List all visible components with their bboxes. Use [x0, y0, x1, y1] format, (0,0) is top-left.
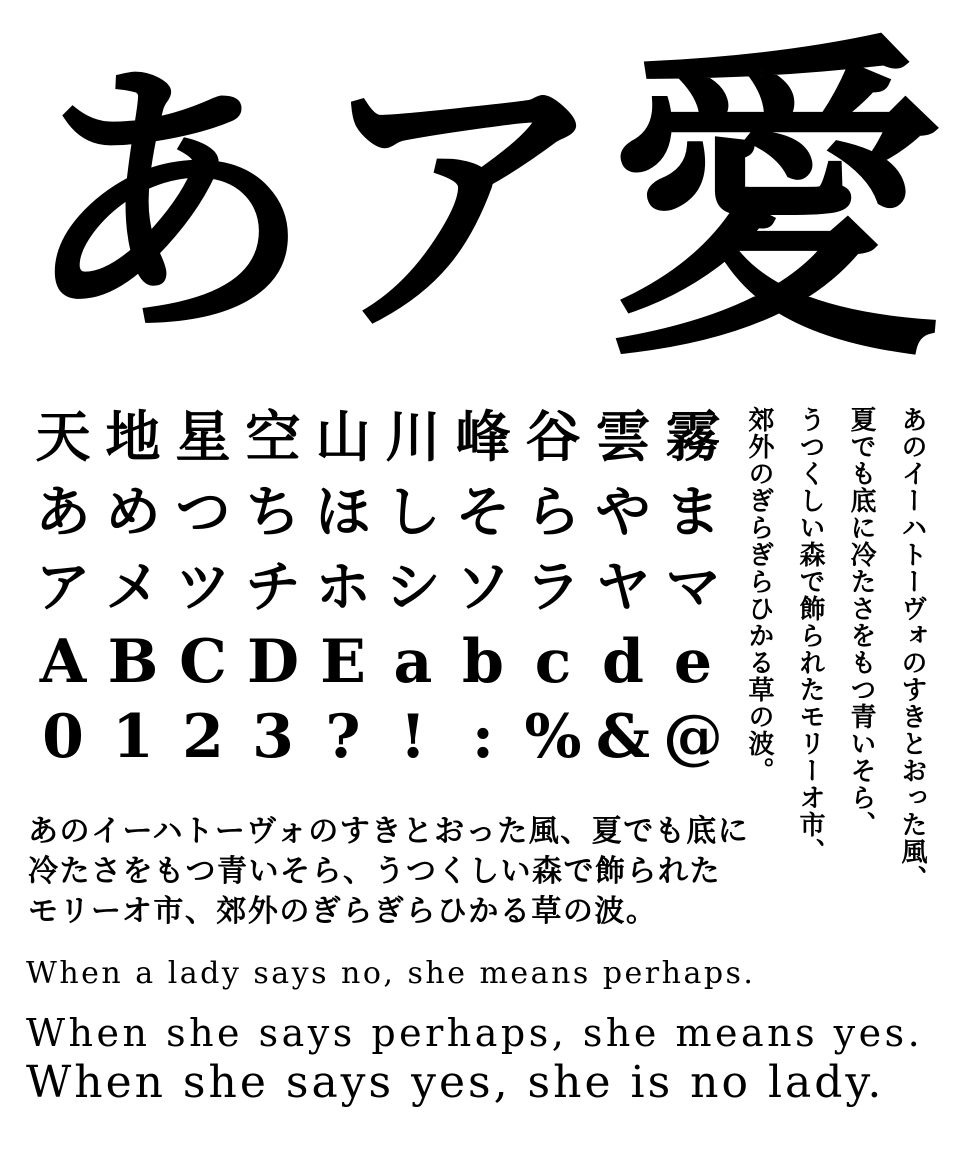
- vertical-text-column: あのイーハトーヴォのすきとおった風、: [897, 406, 927, 892]
- glyph-cell: &: [595, 702, 651, 772]
- glyph-cell: ち: [245, 480, 301, 544]
- glyph-cell: 峰: [455, 405, 511, 469]
- glyph-cell: 地: [105, 405, 161, 469]
- glyph-cell: e: [673, 627, 713, 697]
- glyph-cell: ほ: [315, 480, 371, 544]
- glyph-cell: 2: [182, 702, 224, 772]
- vertical-writing-sample: [733, 406, 937, 934]
- vertical-text-column: 郊外のぎらぎらひかる草の波。: [744, 406, 774, 784]
- glyph-cell: a: [393, 627, 433, 697]
- glyph-cell: つ: [175, 480, 231, 544]
- glyph-cell: 谷: [525, 405, 581, 469]
- grid-row-kanji: [28, 400, 728, 475]
- glyph-cell: 星: [175, 405, 231, 469]
- english-sample-small: When a lady says no, she means perhaps.: [26, 956, 756, 991]
- glyph-cell: @: [663, 702, 723, 772]
- display-char-kanji-ai: 愛: [606, 8, 944, 402]
- glyph-cell: 雲: [595, 405, 651, 469]
- glyph-cell: メ: [105, 555, 161, 619]
- glyph-grid: [28, 400, 728, 775]
- glyph-cell: 川: [385, 405, 441, 469]
- glyph-cell: b: [462, 627, 504, 697]
- horizontal-writing-sample: [28, 812, 748, 932]
- glyph-cell: チ: [245, 555, 301, 619]
- glyph-cell: あ: [35, 480, 91, 544]
- glyph-cell: 空: [245, 405, 301, 469]
- glyph-cell: ホ: [315, 555, 371, 619]
- glyph-cell: 1: [112, 702, 154, 772]
- glyph-cell: ?: [325, 702, 361, 772]
- glyph-cell: B: [107, 627, 159, 697]
- glyph-cell: め: [105, 480, 161, 544]
- glyph-cell: や: [595, 480, 651, 544]
- glyph-cell: E: [320, 627, 366, 697]
- glyph-cell: ヤ: [595, 555, 651, 619]
- glyph-cell: シ: [385, 555, 441, 619]
- english-sample-medium: When she says perhaps, she means yes.: [26, 1011, 924, 1055]
- display-char-hiragana-a: あ: [22, 35, 314, 375]
- glyph-cell: D: [246, 627, 300, 697]
- grid-row-latin: [28, 625, 728, 700]
- glyph-cell: ツ: [175, 555, 231, 619]
- glyph-cell: d: [602, 627, 644, 697]
- grid-row-katakana: [28, 550, 728, 625]
- glyph-cell: A: [39, 627, 87, 697]
- glyph-cell: 3: [252, 702, 294, 772]
- glyph-cell: C: [179, 627, 227, 697]
- glyph-cell: 天: [35, 405, 91, 469]
- display-characters: [22, 8, 944, 402]
- japanese-text-line: 冷たさをもつ青いそら、うつくしい森で飾られた: [28, 854, 721, 889]
- japanese-text-line: モリーオ市、郊外のぎらぎらひかる草の波。: [28, 894, 658, 929]
- glyph-cell: :: [471, 702, 495, 772]
- english-sample-large: When she says yes, she is no lady.: [26, 1057, 885, 1108]
- glyph-cell: ら: [525, 480, 581, 544]
- glyph-cell: し: [385, 480, 441, 544]
- vertical-text-column: 夏でも底に冷たさをもつ青いそら、: [846, 406, 876, 838]
- display-char-katakana-a: ア: [314, 35, 606, 375]
- glyph-cell: !: [399, 702, 427, 772]
- glyph-cell: c: [534, 627, 572, 697]
- glyph-cell: ソ: [455, 555, 511, 619]
- glyph-cell: ア: [35, 555, 91, 619]
- glyph-cell: %: [524, 702, 582, 772]
- vertical-text-column: うつくしい森で飾られたモリーオ市、: [795, 406, 825, 865]
- glyph-cell: ま: [665, 480, 721, 544]
- grid-row-hiragana: [28, 475, 728, 550]
- glyph-cell: 山: [315, 405, 371, 469]
- grid-row-numerals-symbols: [28, 700, 728, 775]
- glyph-cell: 0: [42, 702, 84, 772]
- japanese-text-line: あのイーハトーヴォのすきとおった風、夏でも底に: [28, 814, 750, 849]
- glyph-cell: マ: [665, 555, 721, 619]
- glyph-cell: ラ: [525, 555, 581, 619]
- glyph-cell: 霧: [665, 405, 721, 469]
- glyph-cell: そ: [455, 480, 511, 544]
